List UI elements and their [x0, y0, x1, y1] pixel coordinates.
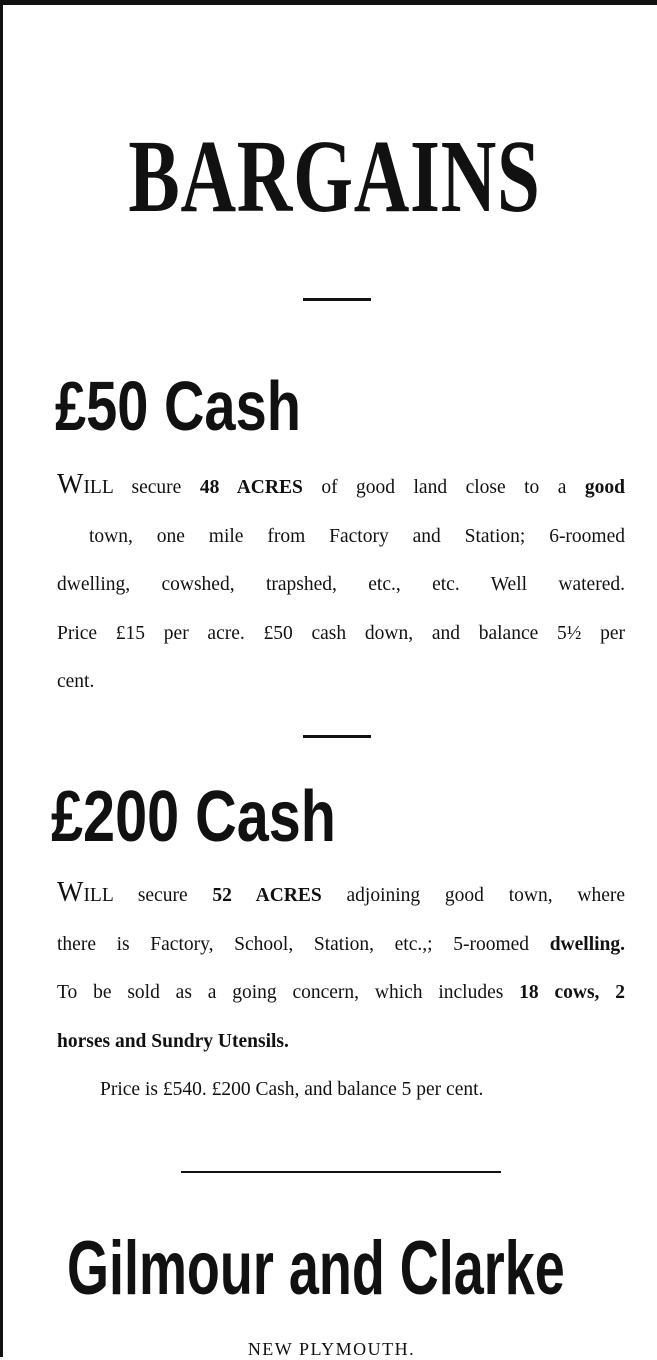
offer-1-line-3: dwelling, cowshed, trapshed, etc., etc. Well watered. — [57, 574, 625, 595]
offer-2-line-1: WILL secure 52 ACRES adjoining good town, where — [57, 877, 626, 908]
offer-2-line-3: To be sold as a going concern, which includes 18 cows, 2 — [57, 982, 625, 1003]
divider-rule — [181, 1171, 501, 1173]
offer-2-heading: £200 Cash — [51, 777, 336, 857]
offer-1-text — [57, 464, 625, 707]
divider-rule — [303, 735, 371, 738]
ad-title: BARGAINS — [128, 119, 541, 234]
offer-2-line-2: there is Factory, School, Station, etc.,; 5-roomed dwelling. — [57, 933, 626, 955]
firm-name: Gilmour and Clarke — [67, 1226, 565, 1311]
divider-rule — [303, 298, 371, 301]
firm-location: NEW PLYMOUTH. — [247, 1339, 416, 1359]
offer-2-text — [57, 872, 625, 1066]
offer-1-line-4: Price £15 per acre. £50 cash down, and balance 5½ per — [57, 622, 625, 644]
offer-1-line-5: cent. — [57, 671, 95, 692]
offer-1-heading: £50 Cash — [55, 367, 301, 445]
offer-2-price: Price is £540. £200 Cash, and balance 5 per cent. — [100, 1079, 484, 1100]
offer-1-line-1: WILL secure 48 ACRES of good land close to a good — [57, 469, 626, 500]
offer-1-line-2: town, one mile from Factory and Station; 6-roomed — [89, 525, 625, 547]
offer-2-line-4: horses and Sundry Utensils. — [57, 1030, 289, 1052]
